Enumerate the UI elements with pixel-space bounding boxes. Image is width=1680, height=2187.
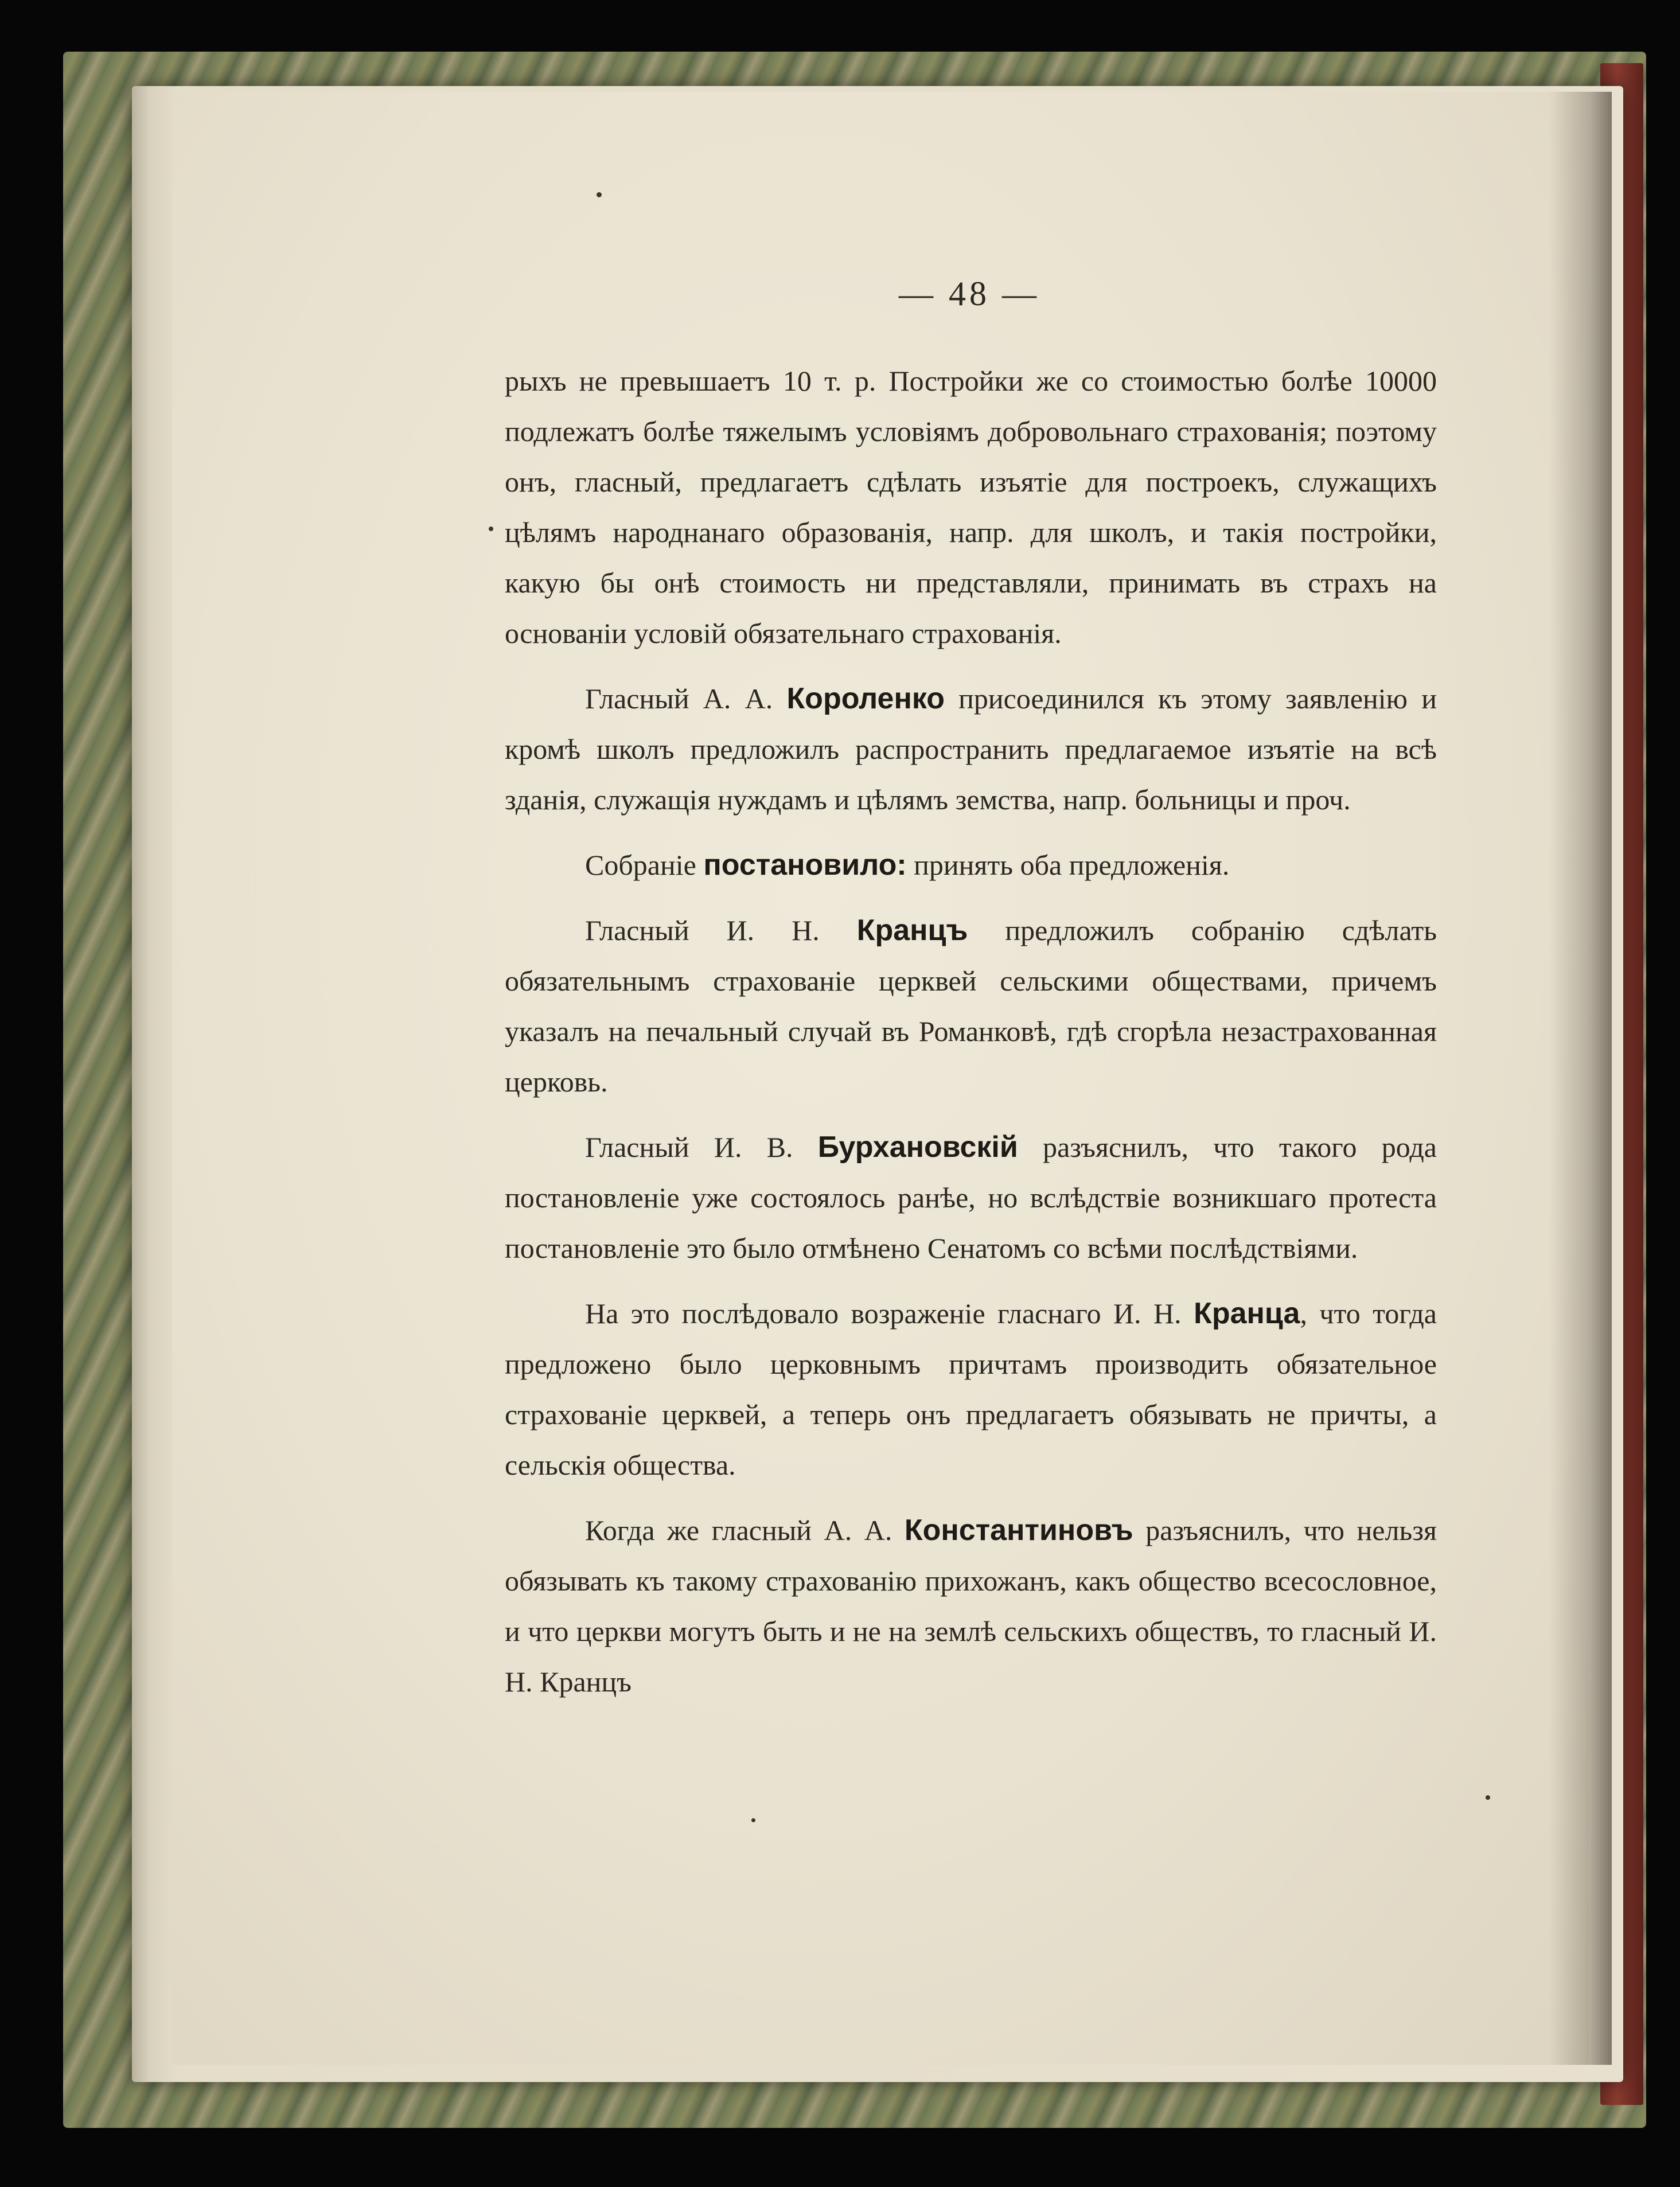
ink-speck [597, 192, 602, 197]
paragraph-text: Собранiе [585, 849, 704, 881]
resolution-keyword: постановило: [703, 848, 907, 882]
paragraph-text: Гласный И. В. [585, 1131, 818, 1163]
paragraph-text: , что тогда предложено было церковнымъ причтамъ производить обязательное страхованiе церквей, а теперь онъ предлагаетъ обязывать не причты, а сельскiя общества. [505, 1297, 1437, 1481]
paragraph-text: разъяснилъ, что такого рода постановленiе уже состоялось ранѣе, но вслѣдствiе возникшаго протеста постановленiе это было отмѣнено Сенатомъ со всѣми послѣдствiями. [505, 1131, 1437, 1264]
page-text [505, 356, 1437, 1722]
paragraph [505, 1288, 1437, 1490]
paragraph-text: рыхъ не превышаетъ 10 т. р. Постройки же со стоимостью болѣе 10000 подлежатъ болѣе тяжелымъ условiямъ добровольнаго страхованiя; поэтому онъ, гласный, предлагаетъ сдѣлать изъятiе для построекъ, служащихъ цѣлямъ народнанаго образованiя, напр. для школъ, и такiя постройки, какую бы онѣ стоимость ни представляли, принимать въ страхъ на основанiи условiй обязательнаго страхованiя. [505, 365, 1437, 649]
gutter-shadow [1549, 92, 1612, 2065]
paragraph-text: присоединился къ этому заявленiю и кромѣ школъ предложилъ распространить предлагаемое изъятiе на всѣ зданiя, служащiя нуждамъ и цѣлямъ земства, напр. больницы и проч. [505, 683, 1437, 816]
paragraph-text: На это послѣдовало возраженiе гласнаго И. Н. [585, 1297, 1194, 1330]
speaker-name: Бурхановскiй [817, 1130, 1018, 1164]
paragraph-text: Когда же гласный А. А. [585, 1514, 905, 1546]
paragraph [505, 1505, 1437, 1707]
ink-speck [1486, 1795, 1490, 1800]
speaker-name: Кранцъ [856, 914, 968, 947]
ink-speck [751, 1818, 755, 1822]
paragraph-text: принять оба предложенiя. [906, 849, 1230, 881]
paragraph [505, 673, 1437, 825]
speaker-name: Константиновъ [904, 1514, 1133, 1547]
speaker-name: Короленко [786, 682, 945, 715]
speaker-name: Кранца [1194, 1297, 1300, 1330]
paragraph-text: Гласный А. А. [585, 683, 787, 715]
ink-speck [489, 527, 493, 531]
paragraph-text: предложилъ собранiю сдѣлать обязательнымъ страхованiе церквей сельскими обществами, причемъ указалъ на печальный случай въ Романковѣ, гдѣ сгорѣла незастрахованная церковь. [505, 914, 1437, 1098]
paragraph-text: разъяснилъ, что нельзя обязывать къ такому страхованiю прихожанъ, какъ общество всесословное, и что церкви могутъ быть и не на землѣ сельскихъ обществъ, то гласный И. Н. Кранцъ [505, 1514, 1437, 1698]
paragraph [505, 356, 1437, 658]
paragraph [505, 840, 1437, 890]
paragraph [505, 1122, 1437, 1273]
paragraph-text: Гласный И. Н. [585, 914, 857, 946]
page-number: — 48 — [899, 275, 1040, 313]
paragraph [505, 905, 1437, 1107]
